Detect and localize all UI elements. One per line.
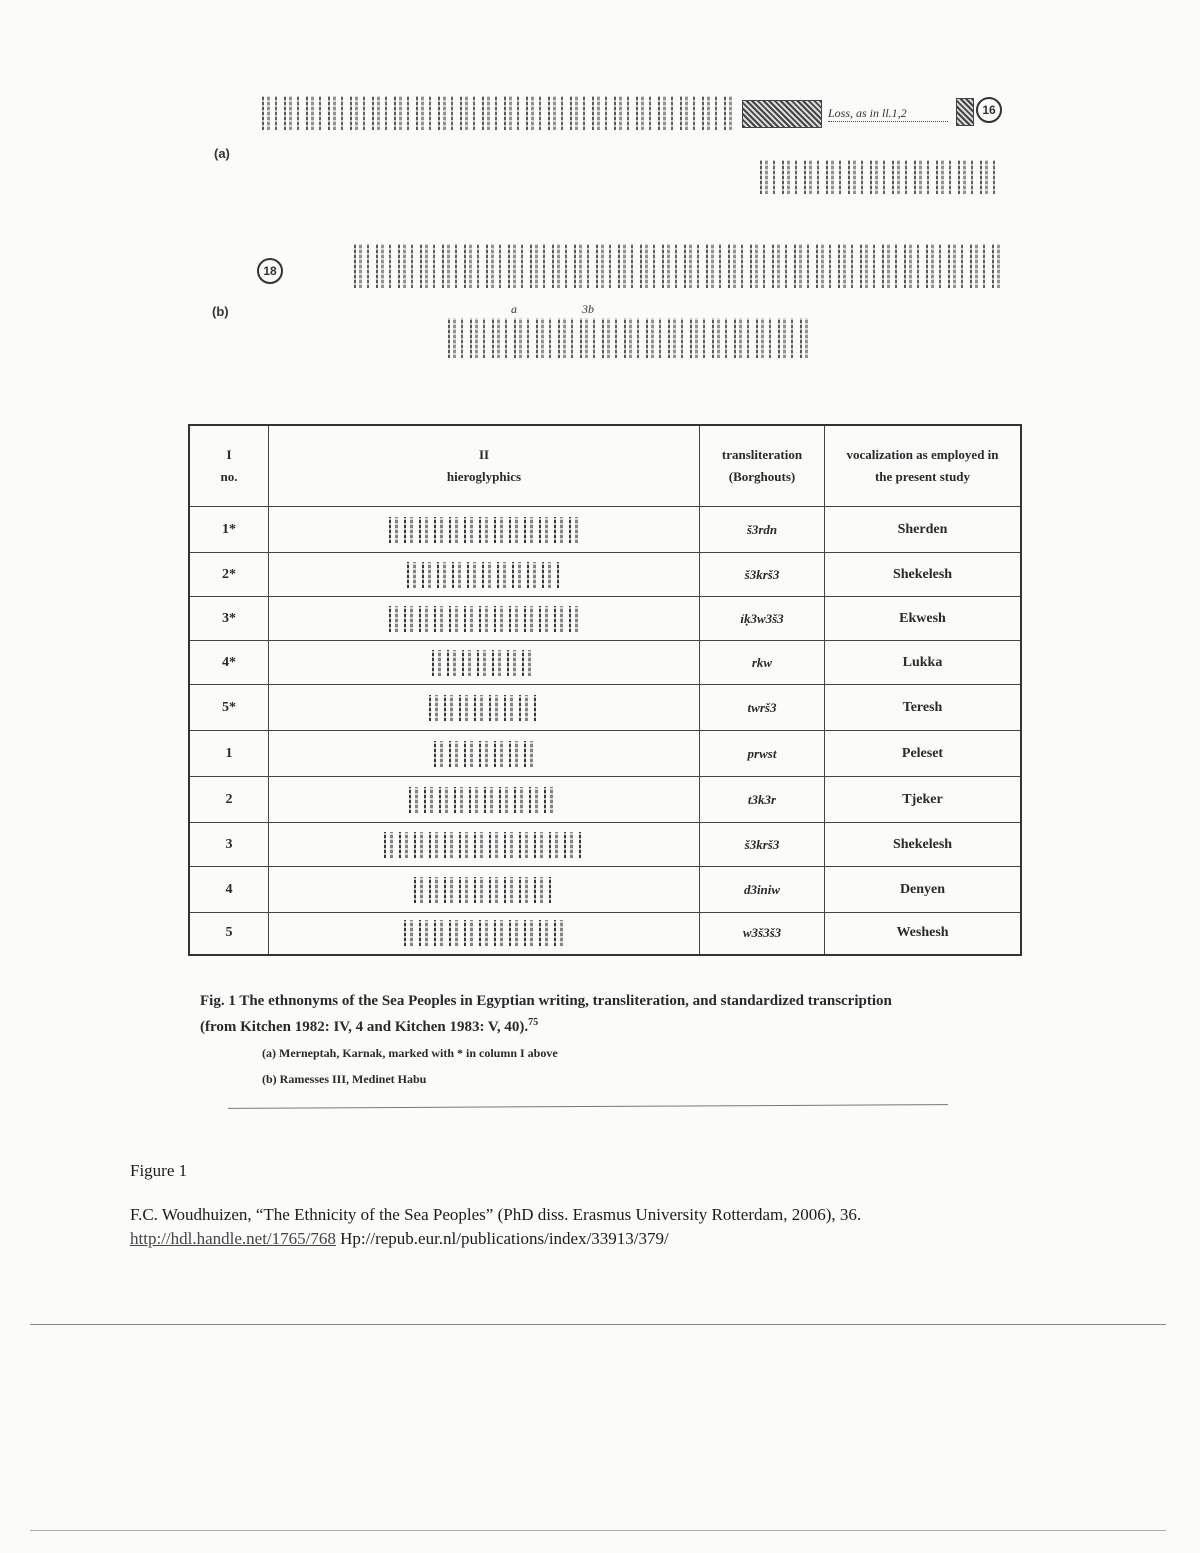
table-row — [189, 641, 1021, 685]
hieroglyph-group — [432, 650, 537, 676]
row-number: 2 — [189, 777, 269, 823]
small-mark-3b: 3b — [582, 302, 594, 316]
table-row — [189, 731, 1021, 777]
row-number: 5* — [189, 685, 269, 731]
hieroglyph-group — [429, 695, 539, 721]
row-vocalization: Sherden — [825, 507, 1022, 553]
table-row — [189, 597, 1021, 641]
row-vocalization: Shekelesh — [825, 823, 1022, 867]
citation-link-2: Hp://repub.eur.nl/publications/index/33913/379/ — [340, 1229, 669, 1248]
citation-text: F.C. Woudhuizen, “The Ethnicity of the Sea Peoples” (PhD diss. Erasmus University Rotterdam, 2006), 36. — [130, 1205, 862, 1224]
row-vocalization: Ekwesh — [825, 597, 1022, 641]
table-row — [189, 685, 1021, 731]
caption-line1: The ethnonyms of the Sea Peoples in Egyptian writing, transliteration, and standardized transcription — [239, 993, 892, 1009]
table-header-row — [189, 425, 1021, 507]
citation-links — [130, 1229, 669, 1249]
row-vocalization: Tjeker — [825, 777, 1022, 823]
small-mark-a: a — [511, 302, 517, 316]
row-transliteration: ỉḳ3w3š3 — [700, 597, 825, 641]
hieroglyph-line-a2 — [760, 160, 998, 194]
row-vocalization: Denyen — [825, 867, 1022, 913]
row-number: 5 — [189, 913, 269, 955]
row-hieroglyphs — [269, 685, 700, 731]
hieroglyph-group — [389, 606, 579, 632]
row-number: 4* — [189, 641, 269, 685]
row-hieroglyphs — [269, 507, 700, 553]
fig-label: Fig. 1 — [200, 993, 236, 1009]
hieroglyph-group — [404, 920, 564, 946]
hieroglyph-group — [414, 877, 554, 903]
table-row — [189, 553, 1021, 597]
hieroglyph-group — [407, 562, 562, 588]
ethnonyms-table — [188, 424, 1022, 956]
scan-edge-line-2 — [30, 1530, 1166, 1531]
row-vocalization: Lukka — [825, 641, 1022, 685]
hatched-loss-area-small — [956, 98, 974, 126]
row-number: 1* — [189, 507, 269, 553]
row-hieroglyphs — [269, 641, 700, 685]
row-vocalization: Teresh — [825, 685, 1022, 731]
row-transliteration: š3rdn — [700, 507, 825, 553]
hieroglyph-group — [409, 787, 559, 813]
table-row — [189, 823, 1021, 867]
row-hieroglyphs — [269, 867, 700, 913]
caption-note-a: (a) Merneptah, Karnak, marked with * in column I above — [262, 1046, 558, 1060]
row-transliteration: t3k3r — [700, 777, 825, 823]
hieroglyph-group — [389, 517, 579, 543]
scan-edge-line-1 — [30, 1324, 1166, 1325]
footnote-ref: 75 — [528, 1017, 539, 1028]
caption-line2: (from Kitchen 1982: IV, 4 and Kitchen 1983: V, 40). — [200, 1019, 529, 1035]
row-number: 3* — [189, 597, 269, 641]
figure-label: Figure 1 — [130, 1161, 188, 1180]
row-transliteration: w3š3š3 — [700, 913, 825, 955]
citation-link[interactable]: http://hdl.handle.net/1765/768 — [130, 1229, 336, 1248]
row-transliteration: twrš3 — [700, 685, 825, 731]
table-row — [189, 777, 1021, 823]
row-vocalization: Peleset — [825, 731, 1022, 777]
row-vocalization: Shekelesh — [825, 553, 1022, 597]
row-number: 2* — [189, 553, 269, 597]
header-hieroglyphics: II hieroglyphics — [269, 425, 700, 507]
row-vocalization: Weshesh — [825, 913, 1022, 955]
loss-annotation: Loss, as in ll.1,2 — [828, 106, 948, 122]
hieroglyph-line-b2 — [448, 318, 813, 358]
row-number: 1 — [189, 731, 269, 777]
label-a: (a) — [214, 146, 230, 161]
header-vocalization: vocalization as employed in the present study — [825, 425, 1022, 507]
row-transliteration: prwst — [700, 731, 825, 777]
row-hieroglyphs — [269, 777, 700, 823]
row-hieroglyphs — [269, 553, 700, 597]
hieroglyph-line-b1 — [354, 244, 1004, 288]
table-row — [189, 867, 1021, 913]
header-no: I no. — [189, 425, 269, 507]
hieroglyph-group — [384, 832, 584, 858]
line-number-circle-b: 18 — [257, 258, 283, 284]
header-transliteration: transliteration (Borghouts) — [700, 425, 825, 507]
row-number: 4 — [189, 867, 269, 913]
divider-line — [228, 1104, 948, 1109]
label-b: (b) — [212, 304, 229, 319]
row-hieroglyphs — [269, 823, 700, 867]
hatched-loss-area — [742, 100, 822, 128]
figure-caption — [200, 990, 1030, 1038]
line-number-circle-a: 16 — [976, 97, 1002, 123]
row-number: 3 — [189, 823, 269, 867]
row-hieroglyphs — [269, 913, 700, 955]
row-transliteration: š3krš3 — [700, 823, 825, 867]
hieroglyph-group — [434, 741, 534, 767]
caption-note-b: (b) Ramesses III, Medinet Habu — [262, 1072, 427, 1086]
row-hieroglyphs — [269, 597, 700, 641]
row-transliteration: d3iniw — [700, 867, 825, 913]
hieroglyph-line-a1 — [262, 96, 737, 130]
row-transliteration: rkw — [700, 641, 825, 685]
row-hieroglyphs — [269, 731, 700, 777]
table-row — [189, 507, 1021, 553]
row-transliteration: š3krš3 — [700, 553, 825, 597]
table-row — [189, 913, 1021, 955]
